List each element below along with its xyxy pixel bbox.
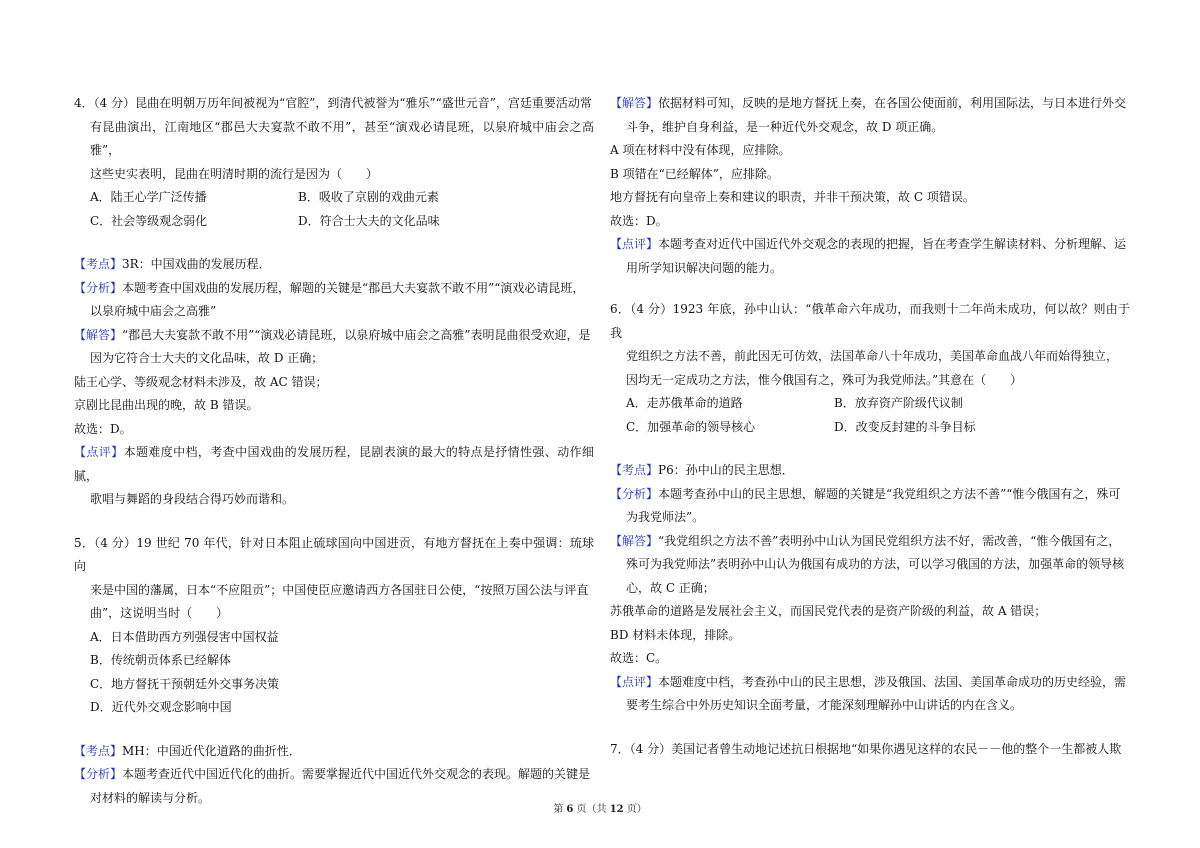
answer-6-line-2: BD 材料未体现，排除。	[610, 627, 741, 642]
answer-4	[74, 253, 594, 512]
answer-4-jieda	[74, 324, 594, 348]
question-6-options-row-1	[610, 392, 1130, 416]
question-5-stem-line-3: 曲”，这说明当时（ ）	[90, 606, 229, 620]
fenxi-tag: 【分析】	[74, 767, 123, 781]
dianping-tag: 【点评】	[610, 237, 659, 251]
page-number: 6	[566, 804, 574, 815]
answer-4-fenxi-cont: 以泉府城中庙会之高雅”	[90, 304, 217, 318]
answer-4-kaodian	[74, 253, 594, 277]
question-6-stem-line-2: 党组织之方法不善，前此因无可仿效，法国革命八十年成功，美国革命血战八年而始得独立，	[626, 349, 1119, 363]
answer-5-part-2	[610, 92, 1130, 280]
answer-5-jieda	[610, 92, 1130, 116]
answer-6-dianping	[610, 671, 1130, 695]
dianping-text-1: 本题难度中档，考查中国戏曲的发展历程，昆剧表演的最大的特点是抒情性强、动作细腻，	[74, 445, 594, 483]
question-6-stem-line-1: 6．（4 分）1923 年底，孙中山认：“俄革命六年成功，而我则十二年尚未成功，何以故？则由于我	[610, 302, 1130, 340]
dianping-tag: 【点评】	[610, 674, 659, 689]
question-5-option-b: B．传统朝贡体系已经解体	[90, 653, 231, 667]
question-5-option-a: A．日本借助西方列强侵害中国权益	[90, 629, 279, 644]
answer-5-line-1: A 项在材料中没有体现，应排除。	[610, 143, 791, 157]
kaodian-tag: 【考点】	[74, 257, 123, 271]
page-footer	[0, 800, 1200, 815]
jieda-tag: 【解答】	[610, 533, 659, 548]
answer-5-line-4: 故选：D。	[610, 213, 668, 228]
kaodian-tag: 【考点】	[610, 463, 659, 477]
question-4-option-b: B．吸收了京剧的戏曲元素	[298, 190, 439, 204]
answer-5-dianping-cont: 用所学知识解决问题的能力。	[626, 260, 783, 275]
right-column	[610, 92, 1130, 761]
answer-6-jieda	[610, 530, 1130, 554]
kaodian-text: MH：中国近代化道路的曲折性．	[122, 743, 301, 758]
answer-6-fenxi-cont: 为我党师法”。	[626, 510, 705, 524]
question-6-option-c: C．加强革命的领导核心	[626, 419, 756, 434]
fenxi-tag: 【分析】	[610, 486, 659, 501]
answer-4-fenxi	[74, 277, 594, 301]
question-4	[74, 92, 594, 233]
answer-5-jieda-cont: 斗争，维护自身利益，是一种近代外交观念，故 D 项正确。	[626, 119, 944, 134]
question-5-stem-line-1: 5．（4 分）19 世纪 70 年代，针对日本阻止硫球国向中国进贡，有地方督抚在上奏中强调：琉球向	[74, 535, 594, 573]
kaodian-text: 3R：中国戏曲的发展历程．	[122, 257, 271, 271]
question-4-option-a: A．陆王心学广泛传播	[90, 190, 207, 204]
kaodian-tag: 【考点】	[74, 743, 123, 758]
answer-6	[610, 459, 1130, 718]
answer-6-jieda-cont-2: 心，故 C 正确；	[626, 580, 715, 595]
jieda-text-1: “郡邑大夫宴款不敢不用”“演戏必请昆班，以泉府城中庙会之高雅”表明昆曲很受欢迎，是	[122, 327, 591, 342]
footer-post: 页）	[623, 804, 647, 815]
question-4-stem-line-1: 4．（4 分）昆曲在明朝万历年间被视为“官腔”，到清代被誉为“雅乐”“盛世元音”，宫廷重要活动常	[74, 96, 592, 110]
answer-6-jieda-cont-1: 殊可为我党师法”表明孙中山认为俄国有成功的方法，可以学习俄国的方法，加强革命的领导核	[626, 557, 1125, 571]
answer-4-dianping-cont: 歌唱与舞蹈的身段结合得巧妙而谐和。	[90, 492, 295, 506]
answer-4-jieda-cont: 因为它符合士大夫的文化品味，故 D 正确；	[90, 351, 324, 365]
answer-6-line-3: 故选：C。	[610, 651, 668, 665]
question-5	[74, 532, 594, 720]
footer-pre: 第	[553, 804, 567, 815]
question-5-option-d: D．近代外交观念影响中国	[90, 700, 232, 714]
question-4-stem-line-2: 有昆曲演出，江南地区“郡邑大夫宴款不敢不用”，甚至“演戏必请昆班，以泉府城中庙会之高雅”，	[90, 119, 594, 157]
fenxi-text-1: 本题考查孙中山的民主思想，解题的关键是“我党组织之方法不善”“惟今俄国有之，殊可	[658, 486, 1121, 501]
question-6-option-b: B．放弃资产阶级代议制	[834, 396, 963, 410]
answer-6-dianping-cont: 要考生综合中外历史知识全面考量，才能深刻理解孙中山讲话的内在含义。	[626, 698, 1023, 712]
question-7	[610, 738, 1130, 762]
left-column	[74, 92, 594, 810]
question-6-option-a: A．走苏俄革命的道路	[626, 396, 743, 410]
jieda-tag: 【解答】	[74, 327, 123, 342]
question-4-stem-line-3: 这些史实表明，昆曲在明清时期的流行是因为（ ）	[90, 166, 379, 181]
answer-4-dianping	[74, 441, 594, 488]
answer-5-line-3: 地方督抚有向皇帝上奏和建议的职责，并非干预决策，故 C 项错误。	[610, 190, 975, 204]
question-7-stem-line-1: 7．（4 分）美国记者曾生动地记述抗日根据地“如果你遇见这样的农民－－他的整个一生都被人欺	[610, 741, 1122, 756]
fenxi-text-1: 本题考查中国戏曲的发展历程，解题的关键是“郡邑大夫宴款不敢不用”“演戏必请昆班，	[122, 280, 585, 295]
footer-mid: 页（共	[573, 804, 610, 815]
dianping-text-1: 本题难度中档，考查孙中山的民主思想，涉及俄国、法国、美国革命成功的历史经验，需	[658, 674, 1127, 689]
jieda-text-1: “我党组织之方法不善”表明孙中山认为国民党组织方法不好，需改善，“惟今俄国有之，	[658, 533, 1121, 548]
answer-5-fenxi-cont: 对材料的解读与分析。	[90, 790, 211, 805]
question-4-option-d: D．符合士大夫的文化品味	[298, 213, 440, 228]
jieda-text-1: 依据材料可知，反映的是地方督抚上奏，在各国公使面前，利用国际法，与日本进行外交	[658, 96, 1127, 110]
answer-5-dianping	[610, 233, 1130, 257]
question-5-option-c: C．地方督抚干预朝廷外交事务决策	[90, 676, 280, 691]
answer-4-line-1: 陆王心学、等级观念材料未涉及，故 AC 错误；	[74, 374, 328, 389]
fenxi-text-1: 本题考查近代中国近代化的曲折。需要掌握近代中国近代外交观念的表现。解题的关键是	[122, 767, 591, 781]
question-6-option-d: D．改变反封建的斗争目标	[834, 419, 976, 434]
answer-6-fenxi	[610, 483, 1130, 507]
jieda-tag: 【解答】	[610, 96, 659, 110]
question-5-stem-line-2: 来是中国的藩属，日本“不应阻贡”；中国使臣应邀请西方各国驻日公使，“按照万国公法与评直	[90, 582, 589, 597]
question-6-stem-line-3: 因均无一定成功之方法，惟今俄国有之，殊可为我党师法。”其意在（ ）	[626, 372, 1023, 387]
question-6-options-row-2	[610, 416, 1130, 440]
answer-6-kaodian	[610, 459, 1130, 483]
question-4-options-row-1	[74, 186, 594, 210]
question-6	[610, 298, 1130, 439]
answer-4-line-2: 京剧比昆曲出现的晚，故 B 错误。	[74, 398, 259, 412]
answer-4-line-3: 故选：D。	[74, 421, 132, 436]
answer-5-fenxi	[74, 763, 594, 787]
kaodian-text: P6：孙中山的民主思想．	[658, 463, 794, 477]
page-total: 12	[609, 804, 624, 815]
answer-5-kaodian	[74, 740, 594, 764]
dianping-tag: 【点评】	[74, 445, 124, 459]
dianping-text-1: 本题考查对近代中国近代外交观念的表现的把握，旨在考查学生解读材料、分析理解、运	[658, 237, 1127, 251]
answer-6-line-1: 苏俄革命的道路是发展社会主义，而国民党代表的是资产阶级的利益，故 A 错误；	[610, 604, 1047, 618]
fenxi-tag: 【分析】	[74, 280, 123, 295]
question-4-options-row-2	[74, 210, 594, 234]
answer-5-line-2: B 项错在“已经解体”，应排除。	[610, 166, 779, 181]
question-4-option-c: C．社会等级观念弱化	[90, 213, 208, 228]
